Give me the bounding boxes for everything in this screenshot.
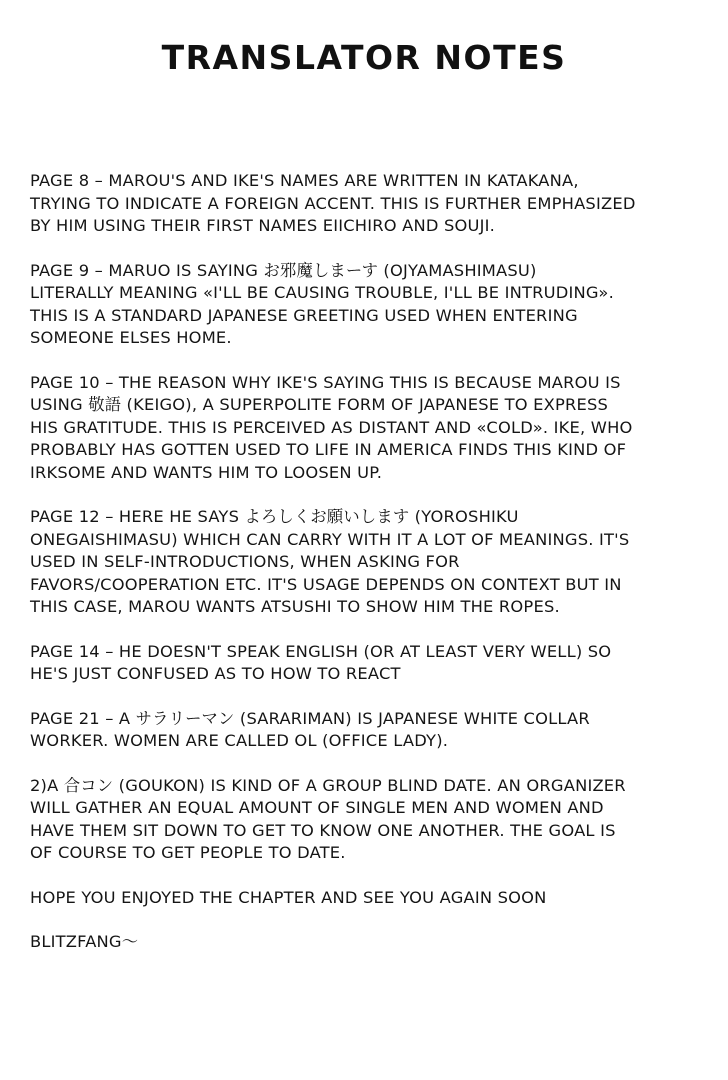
notes-list <box>30 170 700 976</box>
note-page-10: PAGE 10 – THE REASON WHY IKE'S SAYING THIS IS BECAUSE MAROU IS USING 敬語 (KEIGO), A SUPERPOLITE FORM OF JAPANESE TO EXPRESS HIS GRATITUDE. THIS IS PERCEIVED AS DISTANT AND «COLD». IKE, WHO PROBABLY HAS GOTTEN USED TO LIFE IN AMERICA FINDS THIS KIND OF IRKSOME AND WANTS HIM TO LOOSEN UP. <box>30 372 633 482</box>
note-page-12: PAGE 12 – HERE HE SAYS よろしくお願いします (YOROSHIKU ONEGAISHIMASU) WHICH CAN CARRY WITH IT A LOT OF MEANINGS. IT'S USED IN SELF-INTRODUCTIONS, WHEN ASKING FOR FAVORS/COOPERATION ETC. IT'S USAGE DEPENDS ON CONTEXT BUT IN THIS CASE, MAROU WANTS ATSUSHI TO SHOW HIM THE ROPES. <box>30 507 630 616</box>
note-goukon: 2)A 合コン (GOUKON) IS KIND OF A GROUP BLIND DATE. AN ORGANIZER WILL GATHER AN EQUAL AMOUNT OF SINGLE MEN AND WOMEN AND HAVE THEM SIT DOWN TO GET TO KNOW ONE ANOTHER. THE GOAL IS OF COURSE TO GET PEOPLE TO DATE. <box>30 775 626 862</box>
note-page-8: PAGE 8 – MAROU'S AND IKE'S NAMES ARE WRITTEN IN KATAKANA, TRYING TO INDICATE A FOREIGN ACCENT. THIS IS FURTHER EMPHASIZED BY HIM USING THEIR FIRST NAMES EIICHIRO AND SOUJI. <box>30 171 636 235</box>
page-title: TRANSLATOR NOTES <box>161 38 567 77</box>
note-page-9: PAGE 9 – MARUO IS SAYING お邪魔しまーす (OJYAMASHIMASU) LITERALLY MEANING «I'LL BE CAUSING TROUBLE, I'LL BE INTRUDING». THIS IS A STANDARD JAPANESE GREETING USED WHEN ENTERING SOMEONE ELSES HOME. <box>30 260 614 347</box>
signature: BLITZFANG～ <box>30 932 139 951</box>
note-page-21: PAGE 21 – A サラリーマン (SARARIMAN) IS JAPANESE WHITE COLLAR WORKER. WOMEN ARE CALLED OL (OFFICE LADY). <box>30 708 590 750</box>
closing-note: HOPE YOU ENJOYED THE CHAPTER AND SEE YOU AGAIN SOON <box>30 887 547 907</box>
note-page-14: PAGE 14 – HE DOESN'T SPEAK ENGLISH (OR AT LEAST VERY WELL) SO HE'S JUST CONFUSED AS TO HOW TO REACT <box>30 641 612 683</box>
